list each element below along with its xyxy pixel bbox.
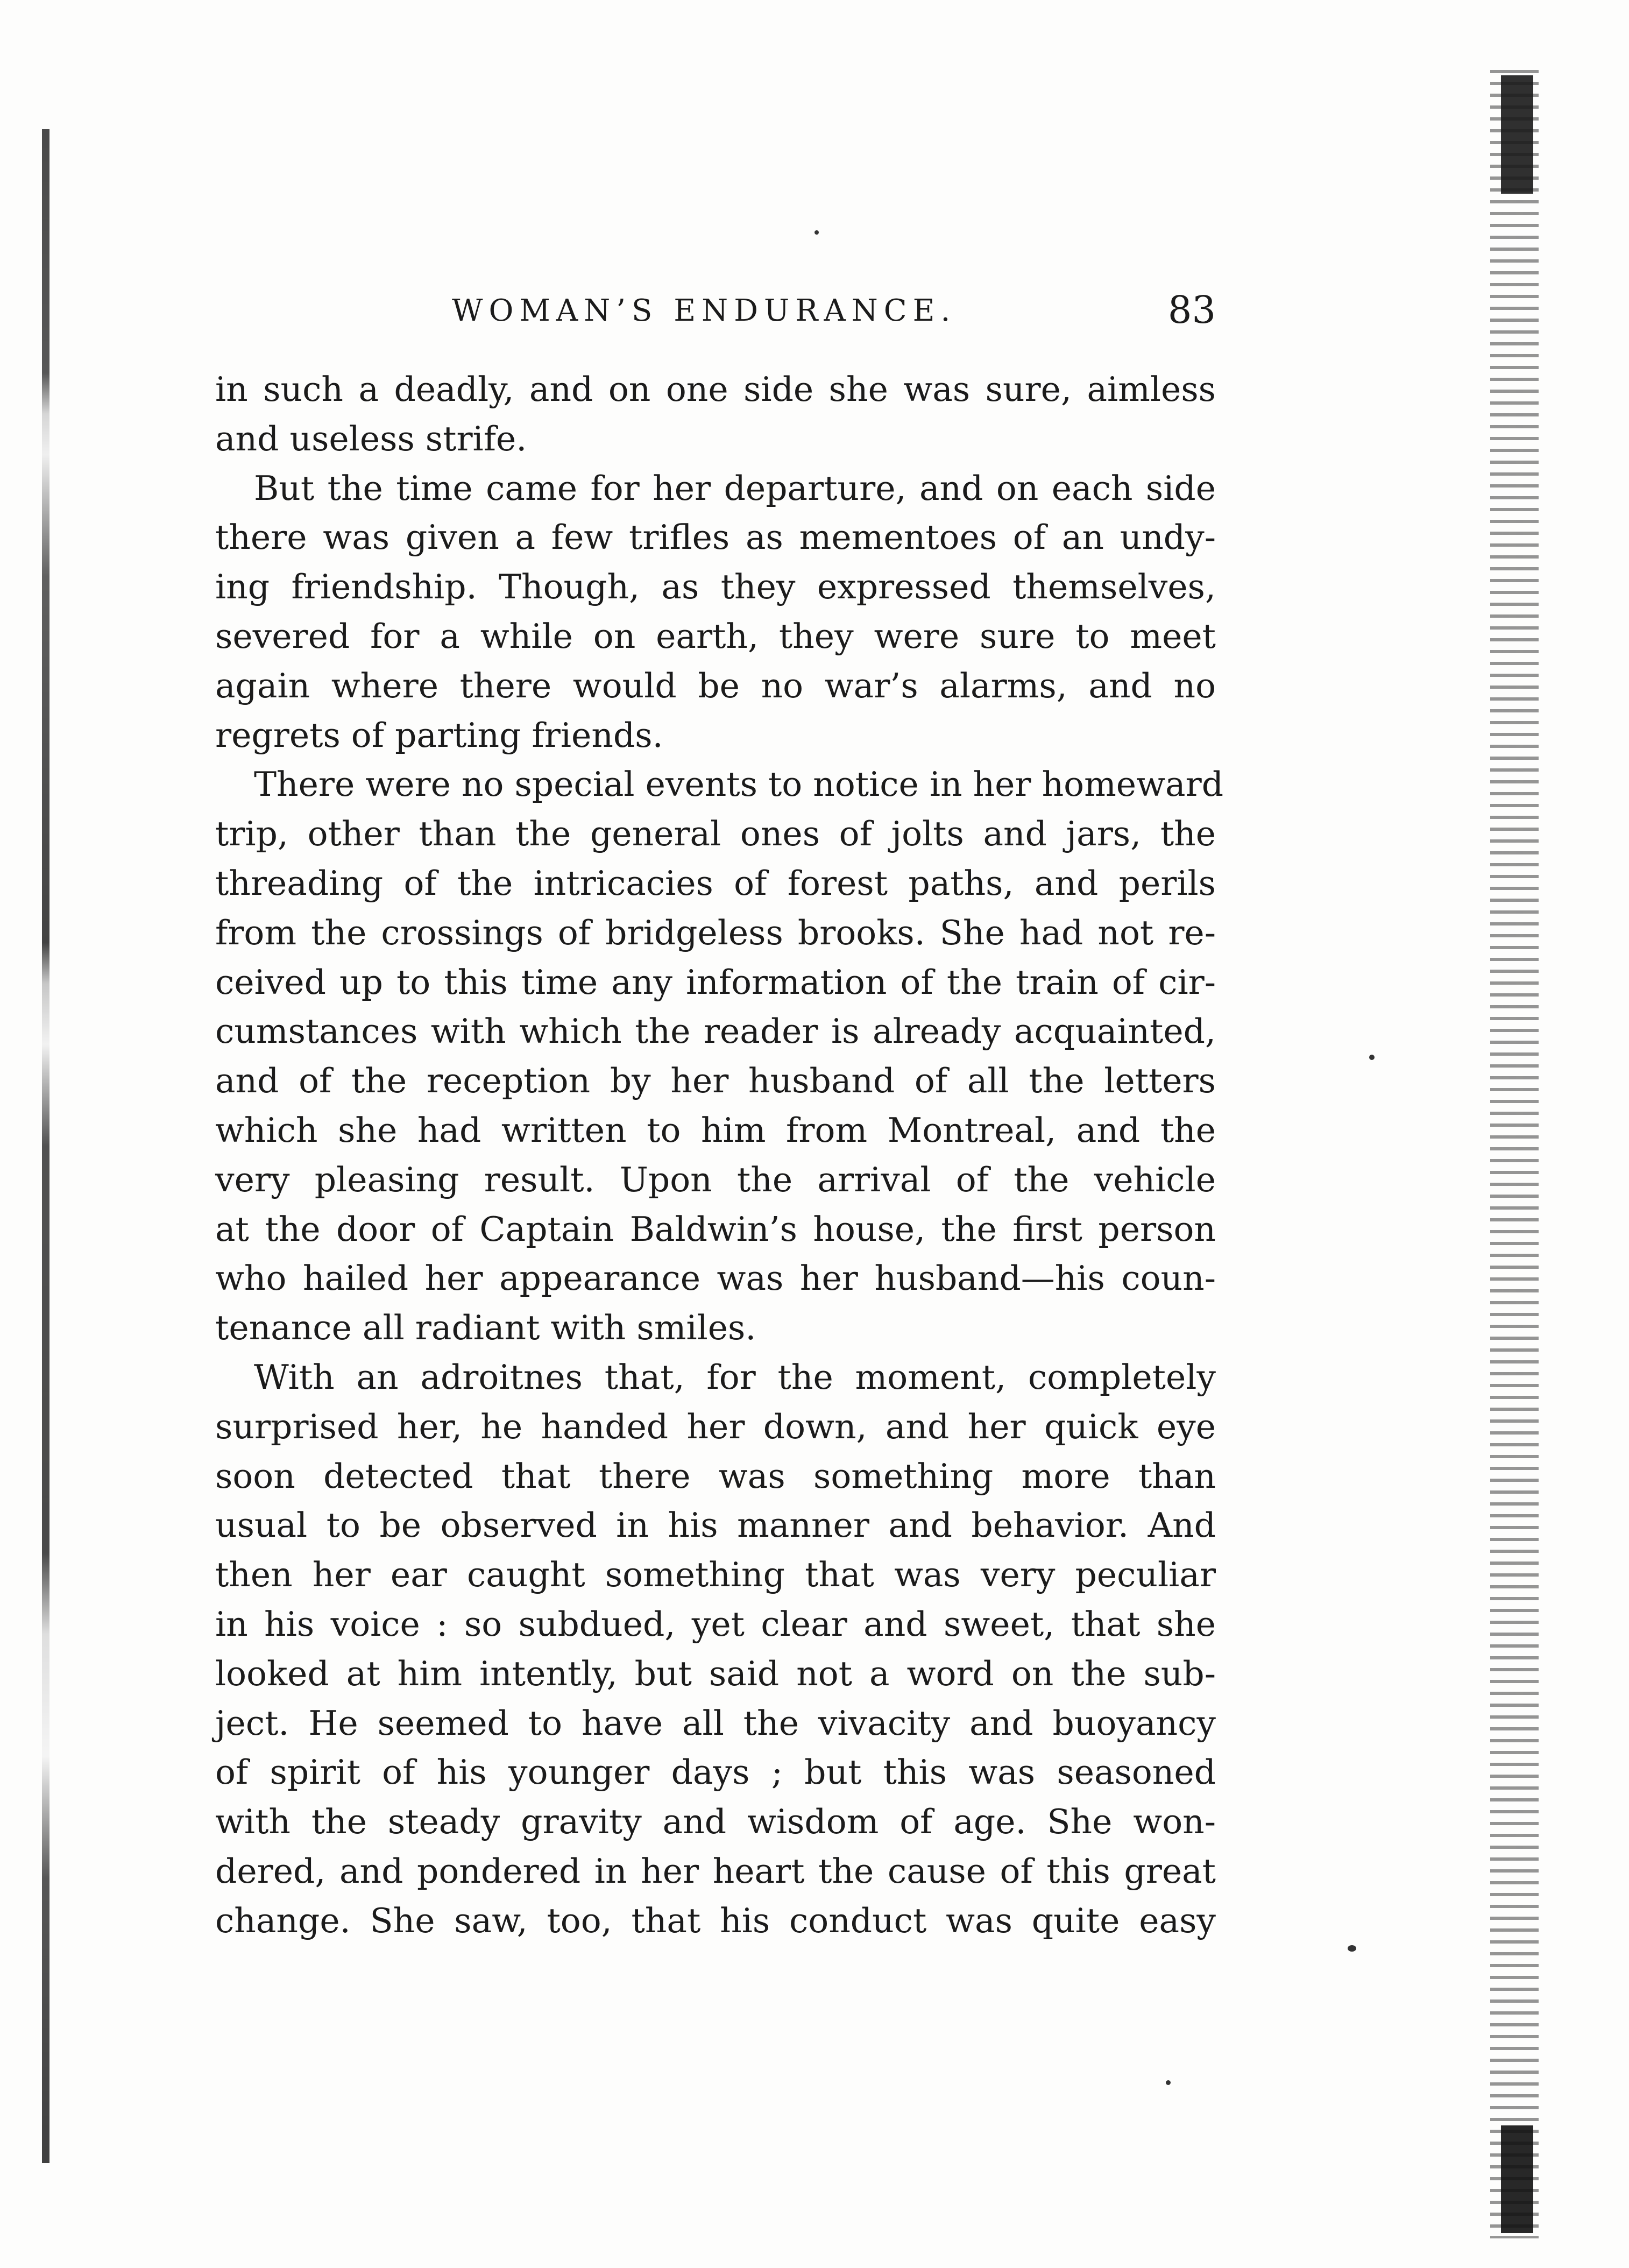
text-line: severed for a while on earth, they were sure to meet	[215, 616, 1216, 656]
running-header	[215, 288, 1216, 336]
text-line: regrets of parting friends.	[215, 715, 663, 755]
scan-edge-right	[1490, 70, 1539, 2238]
text-line: in such a deadly, and on one side she was sure, aimless	[215, 370, 1216, 409]
text-line: ing friendship. Though, as they expressed themselves,	[215, 567, 1216, 607]
text-line: looked at him intently, but said not a word on the sub-	[215, 1654, 1216, 1693]
text-line: trip, other than the general ones of jolts and jars, the	[215, 814, 1216, 854]
text-line: very pleasing result. Upon the arrival of the vehicle	[215, 1160, 1216, 1199]
text-line: then her ear caught something that was very peculiar	[215, 1555, 1216, 1595]
scan-speck	[1369, 1055, 1375, 1060]
scan-edge-right-mark-bottom	[1501, 2125, 1533, 2233]
text-line: which she had written to him from Montreal, and the	[215, 1110, 1216, 1150]
scan-speck	[1166, 2080, 1171, 2085]
text-line: change. She saw, too, that his conduct was quite easy	[215, 1900, 1216, 1940]
text-line: usual to be observed in his manner and behavior. And	[215, 1506, 1216, 1545]
running-title: WOMAN’S ENDURANCE.	[452, 293, 957, 328]
text-line: soon detected that there was something more than	[215, 1456, 1216, 1496]
scan-edge-right-mark-top	[1501, 75, 1533, 194]
text-line: But the time came for her departure, and on each side	[254, 468, 1216, 508]
scan-edge-left	[42, 129, 49, 2163]
text-line: With an adroitnes that, for the moment, completely	[254, 1357, 1216, 1397]
text-line: and useless strife.	[215, 419, 527, 458]
text-line: from the crossings of bridgeless brooks. She had not re-	[215, 913, 1216, 952]
text-line: who hailed her appearance was her husband—his coun-	[215, 1259, 1216, 1298]
text-line: again where there would be no war’s alarms, and no	[215, 666, 1216, 705]
page-number: 83	[1167, 288, 1216, 332]
text-line: ject. He seemed to have all the vivacity and buoyancy	[215, 1703, 1216, 1743]
text-line: with the steady gravity and wisdom of age. She won-	[215, 1802, 1216, 1842]
text-line: and of the reception by her husband of all the letters	[215, 1061, 1216, 1101]
text-line: surprised her, he handed her down, and her quick eye	[215, 1407, 1216, 1446]
text-line: there was given a few trifles as mementoes of an undy-	[215, 518, 1216, 557]
text-line: dered, and pondered in her heart the cause of this great	[215, 1851, 1216, 1891]
text-line: There were no special events to notice in her homeward	[254, 765, 1224, 804]
text-line: at the door of Captain Baldwin’s house, the first person	[215, 1209, 1216, 1249]
text-line: ceived up to this time any information of the train of cir-	[215, 962, 1216, 1002]
text-line: cumstances with which the reader is already acquainted,	[215, 1012, 1216, 1051]
body-text	[215, 365, 1224, 1946]
text-line: threading of the intricacies of forest paths, and perils	[215, 863, 1216, 903]
scan-speck	[814, 230, 819, 235]
text-line: in his voice : so subdued, yet clear and sweet, that she	[215, 1604, 1216, 1644]
scan-speck	[1348, 1945, 1356, 1952]
text-line: of spirit of his younger days ; but this was seasoned	[215, 1753, 1216, 1792]
text-line: tenance all radiant with smiles.	[215, 1308, 756, 1348]
